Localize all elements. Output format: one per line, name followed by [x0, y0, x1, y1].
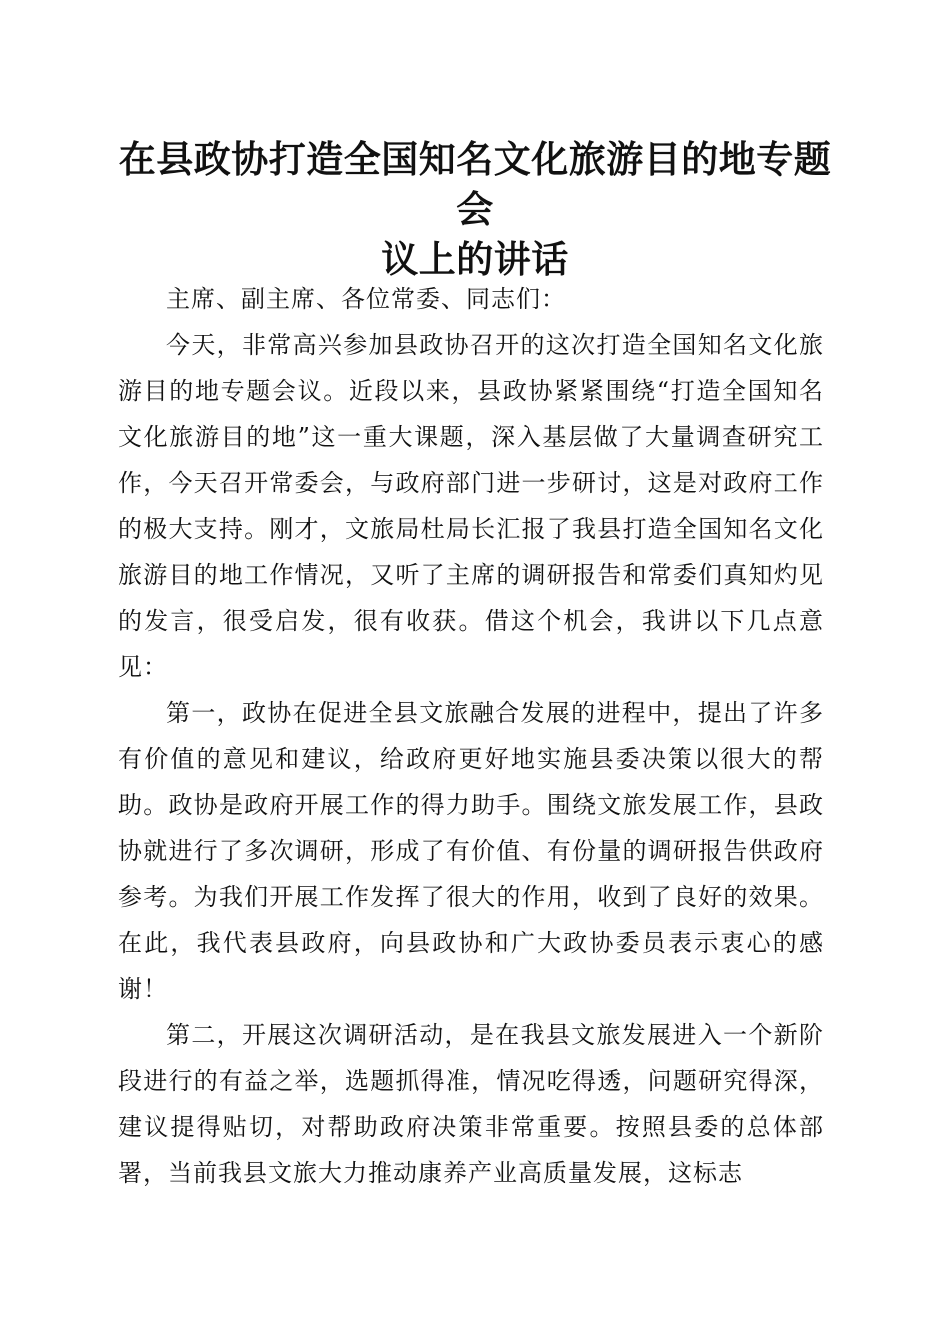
paragraph-intro: 今天，非常高兴参加县政协召开的这次打造全国知名文化旅游目的地专题会议。近段以来，县政协紧紧围绕“打造全国知名文化旅游目的地”这一重大课题，深入基层做了大量调查研究工作，今天召开常委会，与政府部门进一步研讨，这是对政府工作的极大支持。刚才，文旅局杜局长汇报了我县打造全国知名文化旅游目的地工作情况，又听了主席的调研报告和常委们真知灼见的发言，很受启发，很有收获。借这个机会，我讲以下几点意见：: [118, 331, 824, 681]
document-title: [110, 134, 840, 284]
paragraph-second-point: 第二，开展这次调研活动，是在我县文旅发展进入一个新阶段进行的有益之举，选题抓得准，情况吃得透，问题研究得深，建议提得贴切，对帮助政府决策非常重要。按照县委的总体部署，当前我县文旅大力推动康养产业高质量发展，这标志: [118, 1021, 824, 1187]
paragraph-first-point: 第一，政协在促进全县文旅融合发展的进程中，提出了许多有价值的意见和建议，给政府更好地实施县委决策以很大的帮助。政协是政府开展工作的得力助手。围绕文旅发展工作，县政协就进行了多次调研，形成了有价值、有份量的调研报告供政府参考。为我们开展工作发挥了很大的作用，收到了良好的效果。在此，我代表县政府，向县政协和广大政协委员表示衷心的感谢！: [118, 699, 824, 1003]
title-line-2: 议上的讲话: [381, 237, 569, 281]
document-body: [118, 276, 824, 1196]
salutation: 主席、副主席、各位常委、同志们：: [166, 285, 566, 313]
title-line-1: 在县政协打造全国知名文化旅游目的地专题会: [118, 137, 832, 231]
